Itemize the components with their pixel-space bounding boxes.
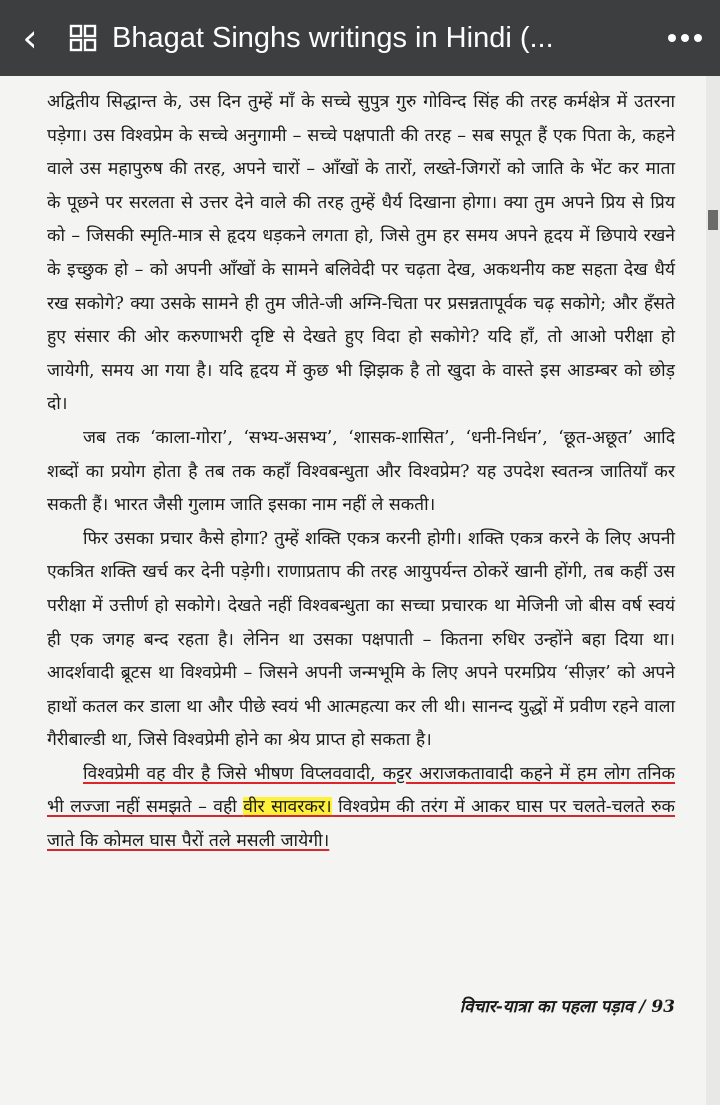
top-bar [0,0,720,76]
page-grid-icon [69,24,97,52]
back-button[interactable] [0,0,60,76]
underlined-text-end: विश्वप्रेम की तरंग में आकर घास पर चलते-चलते रुक जाते कि कोमल घास पैरों तले मसली जायेगी। [47,797,675,852]
more-dots-icon [667,33,703,43]
highlighted-text: वीर सावरकर। [243,797,332,818]
page-footer: विचार-यात्रा का पहला पड़ाव / 93 [459,997,675,1017]
page-text [47,86,675,859]
pdf-page[interactable] [0,76,720,1105]
paragraph-3: फिर उसका प्रचार कैसे होगा? तुम्हें शक्ति एकत्र करनी होगी। शक्ति एकत्र करने के लिए अपनी एकत्रित शक्ति खर्च कर देनी पड़ेगी। राणाप्रताप की तरह आयुपर्यन्त ठोकरें खानी होंगी, तब कहीं उस परीक्षा में उत्तीर्ण हो सकोगे। देखते नहीं विश्वबन्धुता का सच्चा प्रचारक था मेजिनी जो बीस वर्ष स्वयं ही एक जगह बन्द रहता है। लेनिन था उसका पक्षपाती – कितना रुधिर उन्होंने बहा दिया था। आदर्शवादी ब्रूटस था विश्वप्रेमी – जिसने अपनी जन्मभूमि के लिए अपने परमप्रिय ‘सीज़र’ को अपने हाथों कतल कर डाला था और पीछे स्वयं भी आत्महत्या कर ली थी। सानन्द युद्धों में प्रवीण रहने वाला गैरीबाल्डी था, जिसे विश्वप्रेमी होने का श्रेय प्राप्त हो सकता है। [47,528,675,751]
scrollbar-thumb[interactable] [708,210,718,230]
paragraph-1: अद्वितीय सिद्धान्त के, उस दिन तुम्हें माँ के सच्चे सुपुत्र गुरु गोविन्द सिंह की तरह कर्मक्षेत्र में उतरना पड़ेगा। उस विश्वप्रेम के सच्चे अनुगामी – सच्चे पक्षपाती की तरह – सब सपूत हैं एक पिता के, कहने वाले उस महापुरुष की तरह, अपने चारों – आँखों के तारों, लख्ते-जिगरों को जाति के भेंट कर माता के पूछने पर सरलता से उत्तर देने वाले की तरह तुम्हें धैर्य दिखाना होगा। क्या तुम अपने प्रिय से प्रिय को – जिसकी स्मृति-मात्र से हृदय धड़कने लगता हो, जिसे तुम हर समय अपने हृदय में छिपाये रखने के इच्छुक हो – को अपनी आँखों के सामने बलिवेदी पर चढ़ता देख, अकथनीय कष्ट सहता देख धैर्य रख सकोगे? क्या उसके सामने ही तुम जीते-जी अग्नि-चिता पर प्रसन्नतापूर्वक चढ़ सकोगे; और हँसते हुए संसार की ओर करुणाभरी दृष्टि से देखते हुए विदा हो सकोगे? यदि हाँ, तो आओ परीक्षा हो जायेगी, समय आ गया है। यदि हृदय में कुछ भी झिझक है तो खुदा के वास्ते इस आडम्बर को छोड़ दो। [47,92,675,415]
more-options-button[interactable] [650,0,720,76]
paragraph-4 [47,758,675,859]
page-grid-button[interactable] [60,0,106,76]
document-title: Bhagat Singhs writings in Hindi (... [112,21,554,54]
paragraph-2: जब तक ‘काला-गोरा’, ‘सभ्य-असभ्य’, ‘शासक-शासित’, ‘धनी-निर्धन’, ‘छूत-अछूत’ आदि शब्दों का प्रयोग होता है तब तक कहाँ विश्वबन्धुता और विश्वप्रेम? यह उपदेश स्वतन्त्र जातियाँ कर सकती हैं। भारत जैसी गुलाम जाति इसका नाम नहीं ले सकती। [47,427,675,516]
scrollbar[interactable] [706,76,720,1105]
underlined-text: विश्वप्रेमी वह वीर है जिसे भीषण विप्लववादी, कट्टर अराजकतावादी कहने में हम लोग तनिक भी लज्जा नहीं समझते – वही [47,763,675,818]
chevron-left-icon: ‹ [22,16,38,60]
